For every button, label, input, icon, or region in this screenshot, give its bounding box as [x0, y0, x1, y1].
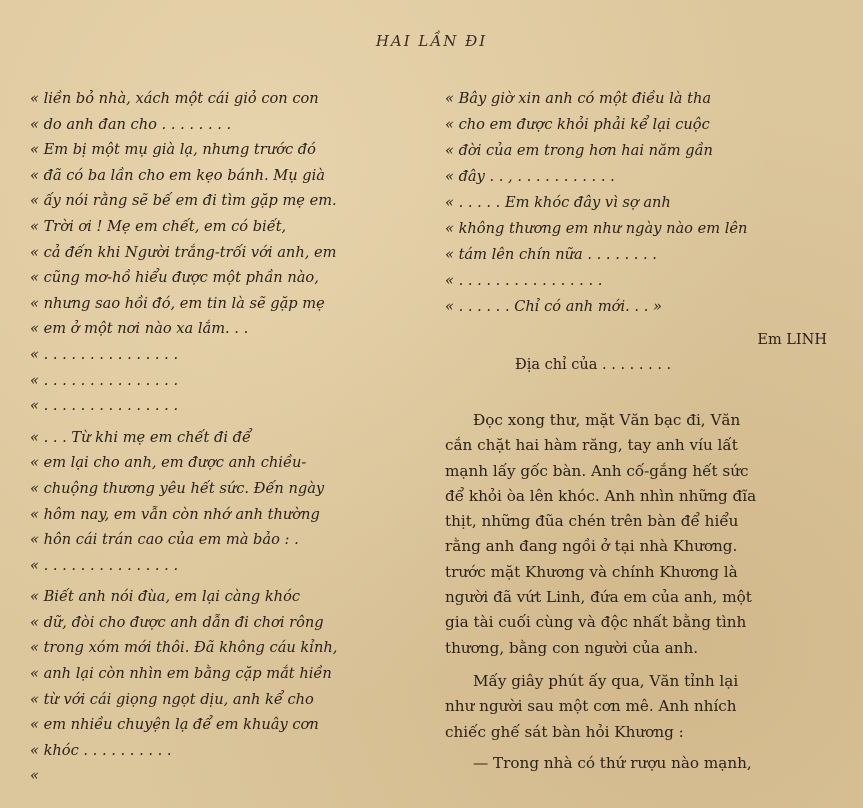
prose-line: người đã vứt Linh, đứa em của anh, một: [445, 588, 752, 607]
letter-line: « anh lại còn nhìn em bằng cặp mắt hiền: [30, 665, 332, 683]
dialogue-line: — Trong nhà có thứ rượu nào mạnh,: [473, 753, 752, 772]
letter-line: « do anh đan cho . . . . . . . .: [30, 115, 232, 133]
letter-line: « . . . . . Em khóc đây vì sợ anh: [445, 194, 671, 211]
letter-line: « . . . . . . . . . . . . . . .: [30, 371, 179, 389]
letter-line: « liền bỏ nhà, xách một cái giỏ con con: [30, 90, 319, 107]
letter-signature: Em LINH: [757, 332, 827, 348]
letter-line: « em nhiều chuyện lạ để em khuây cơn: [30, 716, 319, 734]
prose-line: cắn chặt hai hàm răng, tay anh víu lất: [445, 436, 738, 455]
prose-line: rằng anh đang ngồi ở tại nhà Khương.: [445, 537, 738, 556]
letter-line: « dữ, đòi cho được anh dẫn đi chơi rông: [30, 613, 324, 631]
letter-line: « em lại cho anh, em được anh chiều-: [30, 454, 307, 472]
running-header: HAI LẦN ĐI: [375, 32, 488, 50]
letter-line: « . . . . . . . . . . . . . . .: [30, 397, 179, 415]
prose-line: Đọc xong thư, mặt Văn bạc đi, Văn: [473, 411, 741, 429]
letter-line: « cho em được khỏi phải kể lại cuộc: [445, 116, 710, 133]
letter-line: « . . . . . . Chỉ có anh mới. . . »: [445, 298, 662, 315]
letter-line: « hôn cái trán cao của em mà bảo : .: [30, 531, 299, 549]
letter-address: Địa chỉ của . . . . . . . .: [515, 357, 672, 373]
letter-line: « . . . . . . . . . . . . . . .: [30, 556, 179, 574]
letter-line: « đây . . , . . . . . . . . . . .: [445, 168, 615, 185]
letter-line: « đã có ba lần cho em kẹo bánh. Mụ già: [30, 166, 326, 184]
right-column: [445, 86, 845, 776]
left-column: [30, 86, 422, 789]
letter-line: « . . . Từ khi mẹ em chết đi để: [30, 428, 251, 446]
letter-line: « khóc . . . . . . . . . .: [30, 741, 172, 759]
letter-line: « Em bị một mụ già lạ, nhưng trước đó: [30, 141, 316, 159]
letter-line: «: [30, 767, 39, 785]
letter-line: « hôm nay, em vẫn còn nhớ anh thường: [30, 505, 320, 523]
prose-line: trước mặt Khương và chính Khương là: [445, 562, 738, 581]
prose-line: mạnh lấy gốc bàn. Anh cố-gắng hết sức: [445, 461, 749, 480]
letter-line: « cũng mơ-hồ hiểu được một phần nào,: [30, 269, 319, 287]
letter-line: « nhưng sao hồi đó, em tin là sẽ gặp mẹ: [30, 294, 325, 312]
letter-line: « từ với cái giọng ngọt dịu, anh kể cho: [30, 690, 314, 708]
letter-line: « . . . . . . . . . . . . . . .: [30, 345, 179, 363]
letter-line: « Biết anh nói đùa, em lại càng khóc: [30, 588, 301, 606]
prose-line: như người sau một cơn mê. Anh nhích: [445, 697, 737, 716]
letter-line: « không thương em như ngày nào em lên: [445, 220, 748, 237]
prose-line: thương, bằng con người của anh.: [445, 638, 699, 657]
letter-line: « chuộng thương yêu hết sức. Đến ngày: [30, 479, 325, 497]
letter-line: « . . . . . . . . . . . . . . . .: [445, 272, 603, 289]
letter-line: « tám lên chín nữa . . . . . . . .: [445, 246, 657, 263]
prose-line: chiếc ghế sát bàn hỏi Khương :: [445, 722, 684, 741]
letter-line: « em ở một nơi nào xa lắm. . .: [30, 320, 249, 338]
prose-line: Mấy giây phút ấy qua, Văn tỉnh lại: [473, 671, 739, 690]
letter-line: « cả đến khi Người trắng-trối với anh, em: [30, 243, 337, 261]
letter-line: « đời của em trong hơn hai năm gần: [445, 142, 713, 159]
letter-line: « Trời ơi ! Mẹ em chết, em có biết,: [30, 217, 287, 235]
prose-line: thịt, những đũa chén trên bàn để hiểu: [445, 512, 739, 531]
letter-line: « trong xóm mới thôi. Đã không cáu kỉnh,: [30, 639, 338, 657]
letter-line: « ấy nói rằng sẽ bế em đi tìm gặp mẹ em.: [30, 192, 337, 210]
prose-line: gia tài cuối cùng và độc nhất bằng tình: [445, 613, 747, 632]
letter-line: « Bây giờ xin anh có một điều là tha: [445, 90, 712, 107]
prose-line: để khỏi òa lên khóc. Anh nhìn những đĩa: [445, 486, 757, 505]
